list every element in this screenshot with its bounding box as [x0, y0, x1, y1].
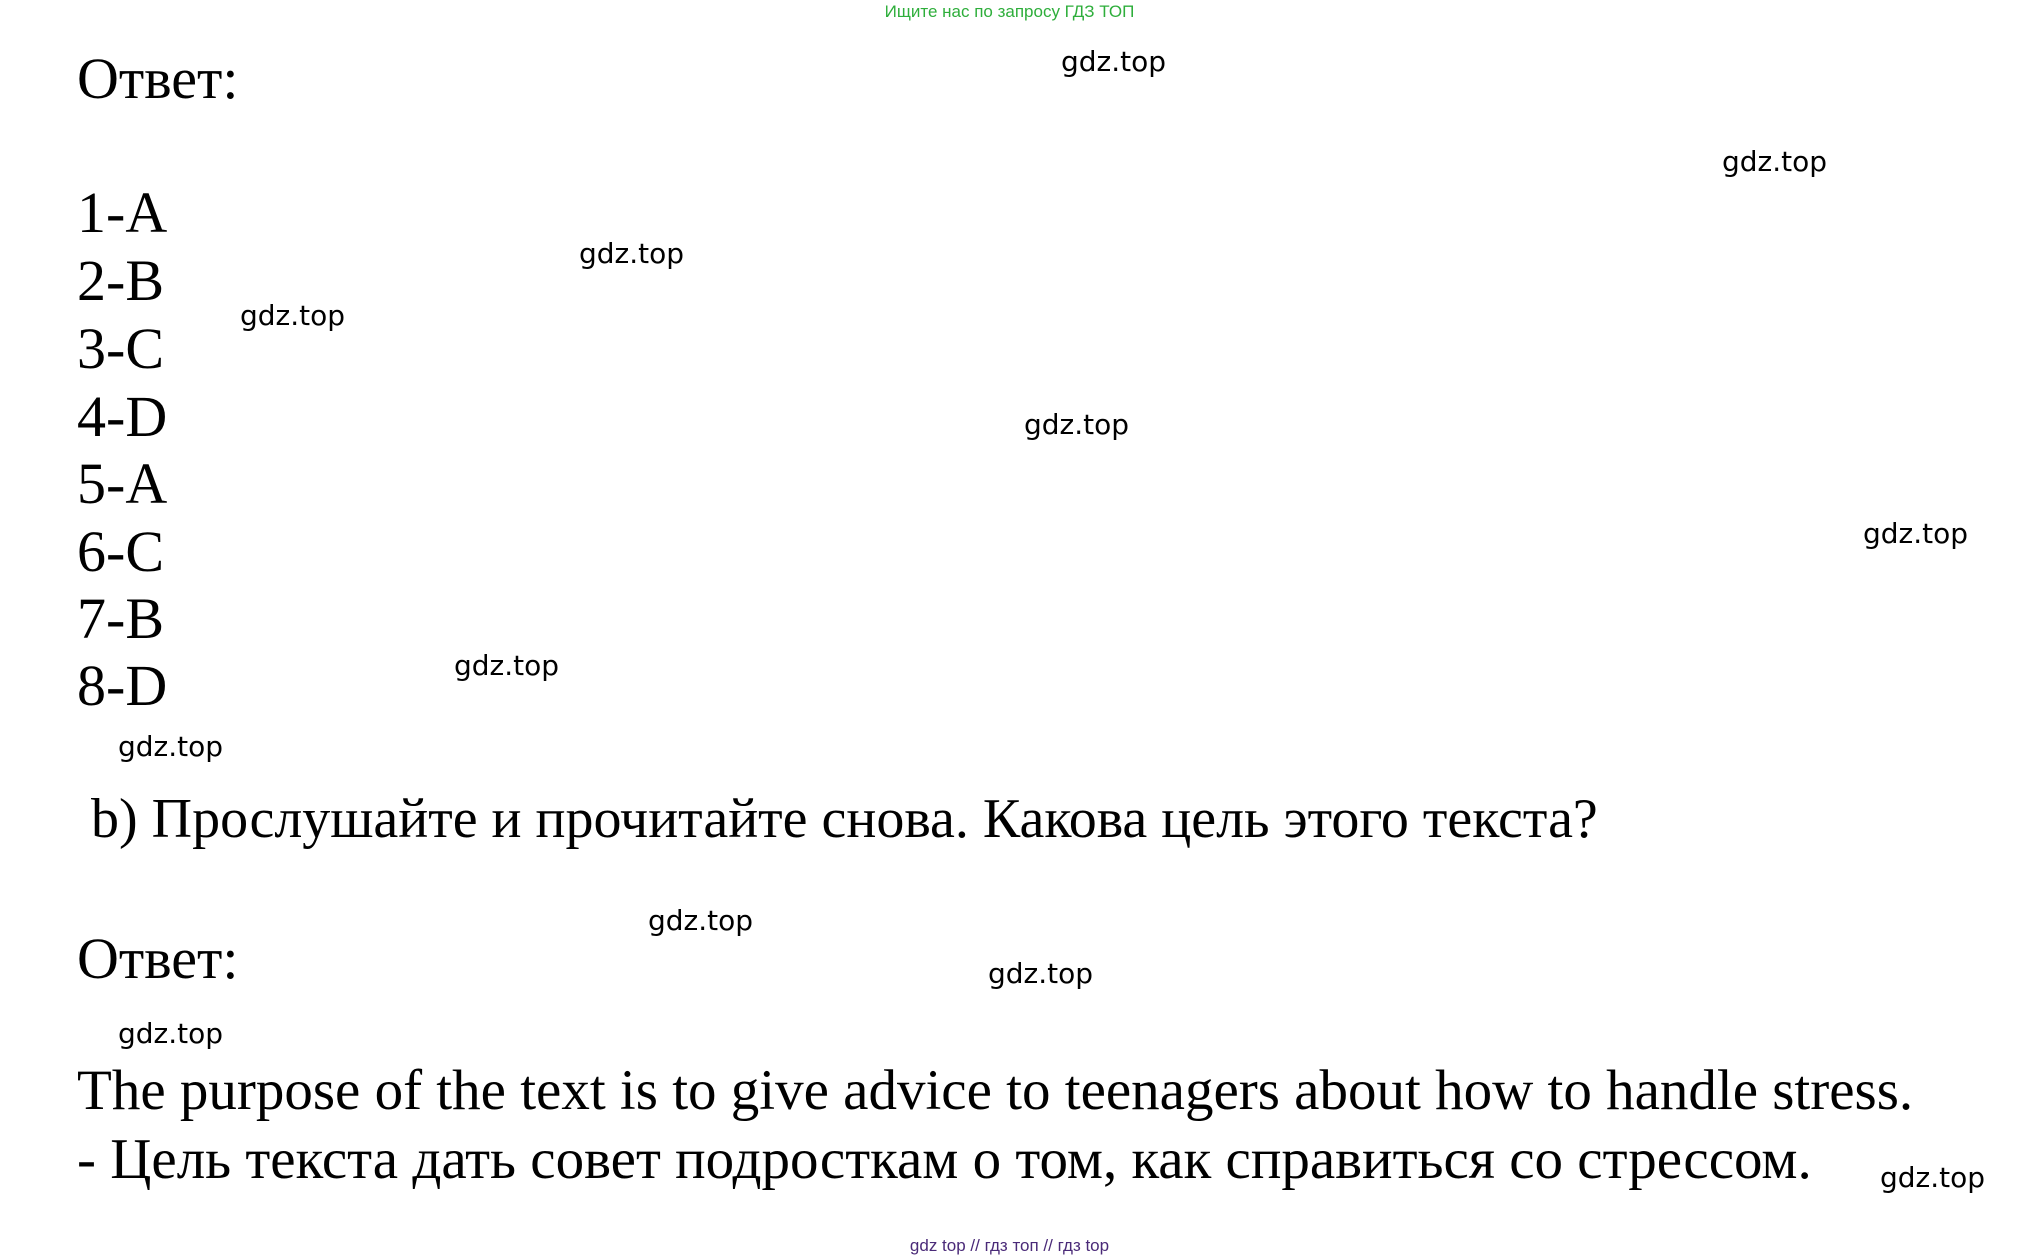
watermark: gdz.top	[988, 957, 1094, 990]
answer-item: 1-A	[77, 180, 168, 245]
answer-item: 2-B	[77, 248, 164, 313]
top-banner: Ищите нас по запросу ГДЗ ТОП	[884, 2, 1135, 21]
watermark: gdz.top	[1024, 408, 1130, 441]
answer-item: 6-C	[77, 519, 164, 584]
answer-item: 7-B	[77, 586, 164, 651]
watermark: gdz.top	[118, 1017, 224, 1050]
footer-links: gdz top // гдз топ // гдз top	[909, 1236, 1110, 1255]
watermark: gdz.top	[118, 730, 224, 763]
answer-item: 4-D	[77, 384, 168, 449]
watermark: gdz.top	[1722, 145, 1828, 178]
answer-text-ru: - Цель текста дать совет подросткам о том, как справиться со стрессом.	[77, 1128, 1812, 1191]
answer-heading-a: Ответ:	[77, 46, 239, 111]
watermark: gdz.top	[1880, 1161, 1986, 1194]
watermark: gdz.top	[454, 649, 560, 682]
watermark: gdz.top	[579, 237, 685, 270]
answer-item: 3-C	[77, 316, 164, 381]
answer-item: 8-D	[77, 653, 168, 718]
watermark: gdz.top	[1061, 45, 1167, 78]
watermark: gdz.top	[648, 904, 754, 937]
answer-heading-b: Ответ:	[77, 926, 239, 991]
watermark: gdz.top	[240, 299, 346, 332]
question-b: b) Прослушайте и прочитайте снова. Какова цель этого текста?	[91, 788, 1598, 850]
answer-item: 5-A	[77, 451, 168, 516]
watermark: gdz.top	[1863, 517, 1969, 550]
answer-text-en: The purpose of the text is to give advice to teenagers about how to handle stress.	[77, 1059, 1914, 1122]
